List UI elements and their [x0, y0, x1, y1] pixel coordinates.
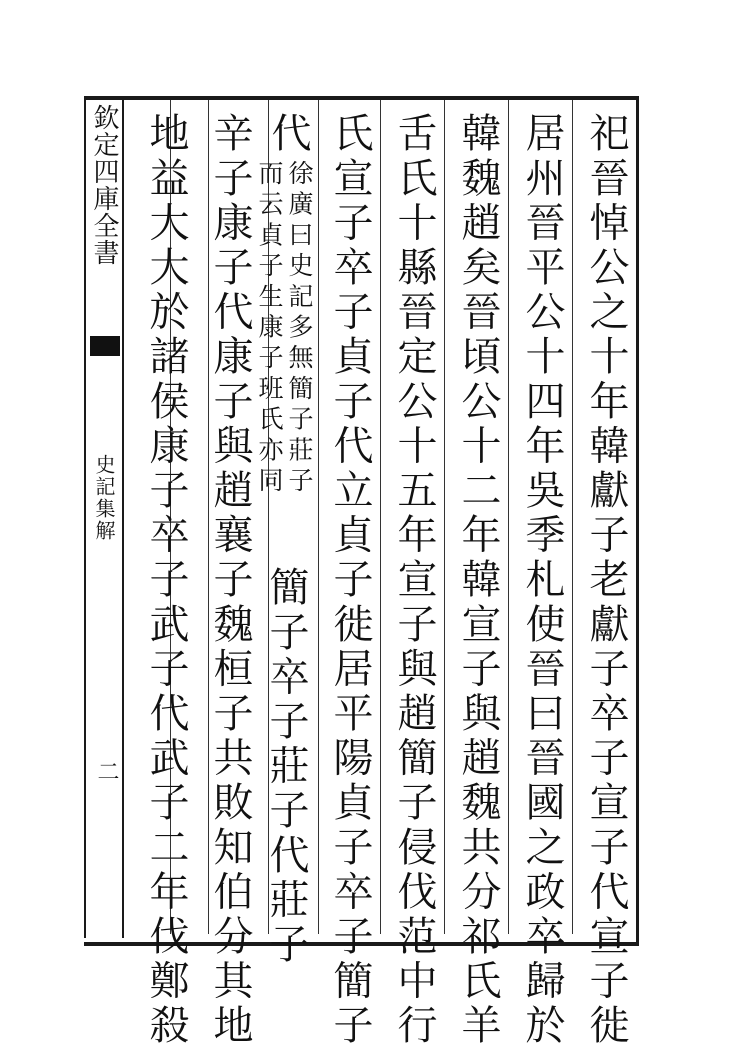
text-column-5: 氏宣子卒子貞子代立貞子徙居平陽貞子卒子簡子 [327, 112, 373, 1049]
fishtail-mark [90, 336, 120, 356]
text-column-3: 韓魏趙矣晉頃公十二年韓宣子與趙魏共分祁氏羊 [455, 112, 501, 1049]
text-column-6-head: 代 [265, 112, 311, 157]
commentary-line-1: 徐廣曰史記多無簡子莊子 [285, 160, 314, 498]
text-column-1: 祀晉悼公之十年韓獻子老獻子卒子宣子代宣子徙 [583, 112, 629, 1049]
margin-title: 欽定四庫全書 [89, 104, 119, 266]
text-column-2: 居州晉平公十四年吳季札使晉曰晉國之政卒歸於 [519, 112, 565, 1049]
margin-book-title: 史記集解 [92, 454, 116, 542]
text-column-6-tail: 簡子卒子莊子代莊子 [263, 566, 309, 968]
column-rule [318, 100, 319, 934]
text-column-7: 辛子康子代康子與趙襄子魏桓子共敗知伯分其地 [207, 112, 253, 1049]
text-column-4: 舌氏十縣晉定公十五年宣子與趙簡子侵伐范中行 [391, 112, 437, 1049]
column-rule [572, 100, 573, 934]
commentary-line-2: 而云貞子生康子班氏亦同 [255, 160, 284, 498]
text-column-8: 地益大大於諸侯康子卒子武子代武子二年伐鄭殺 [143, 112, 189, 1049]
column-rule [508, 100, 509, 934]
column-rule [380, 100, 381, 934]
column-rule [444, 100, 445, 934]
margin-page-number: 二 [94, 760, 119, 782]
